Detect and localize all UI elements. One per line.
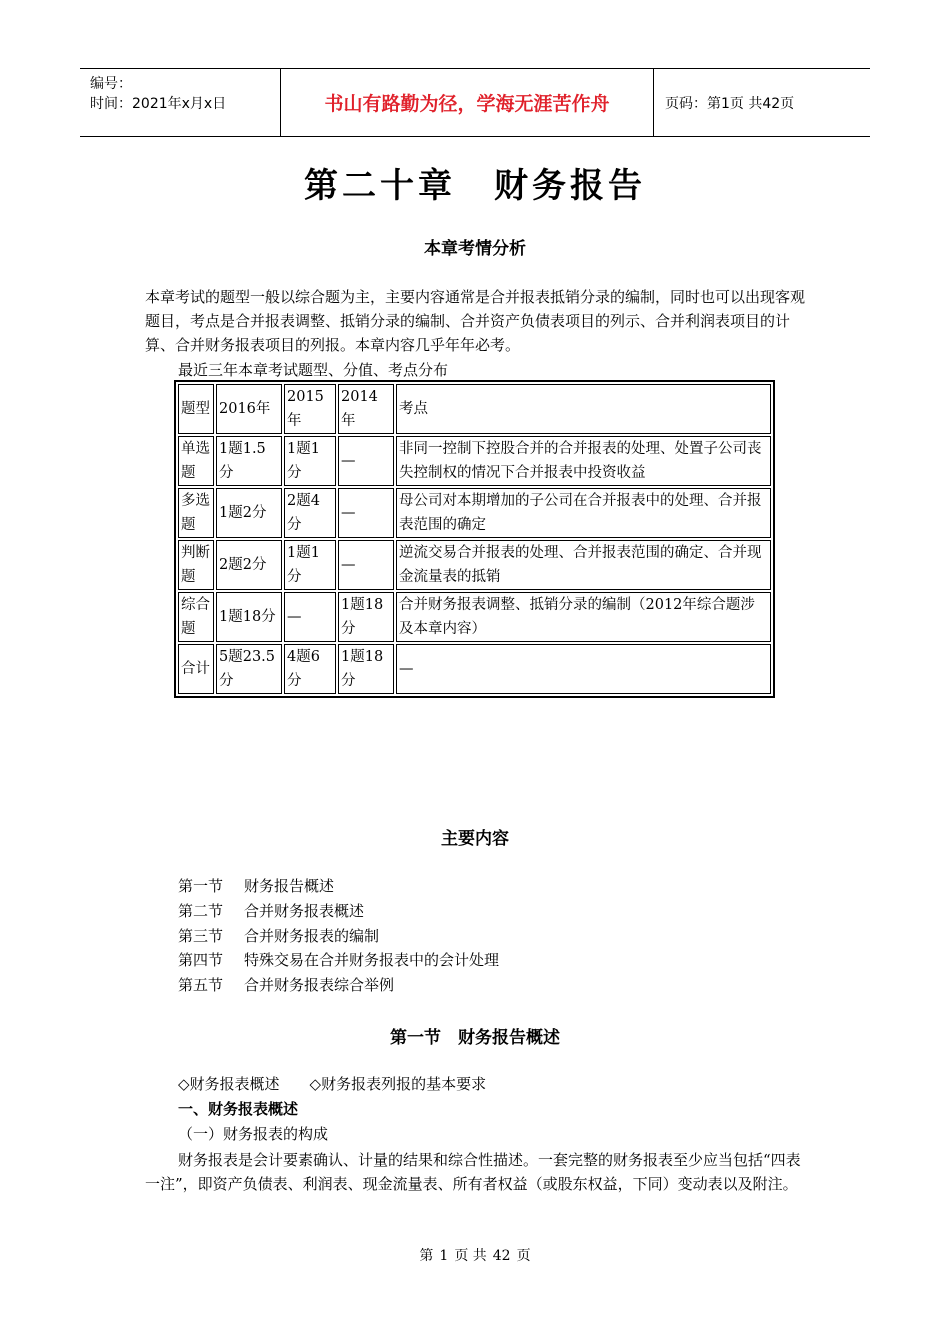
table-cell: 单选题: [178, 436, 214, 486]
table-cell: 判断题: [178, 540, 214, 590]
table-cell: 合并财务报表调整、抵销分录的编制（2012年综合题涉及本章内容）: [396, 592, 771, 642]
toc-item-title: 合并财务报表综合举例: [244, 976, 395, 995]
table-cell: —: [284, 592, 336, 642]
toc-item-title: 合并财务报表概述: [244, 901, 365, 920]
table-header-cell: 2016年: [216, 384, 282, 434]
toc-item[interactable]: [178, 899, 499, 924]
table-row: [178, 644, 771, 694]
table-cell: 2题2分: [216, 540, 282, 590]
table-row: [178, 592, 771, 642]
intro-paragraph: 本章考试的题型一般以综合题为主，主要内容通常是合并报表抵销分录的编制，同时也可以出现客观题目，考点是合并报表调整、抵销分录的编制、合并资产负债表项目的列示、合并利润表项目的计算、合并财务报表项目的列报。本章内容几乎年年必考。: [145, 288, 806, 354]
table-row: [178, 436, 771, 486]
table-row: [178, 488, 771, 538]
footer-suffix: 页: [516, 1248, 531, 1264]
table-cell: 1题1.5分: [216, 436, 282, 486]
toc-item-number: 第一节: [178, 877, 224, 895]
toc-item-number: 第五节: [178, 976, 224, 995]
analysis-heading: 本章考情分析: [424, 239, 526, 259]
header-motto: 书山有路勤为径，学海无涯苦作舟: [281, 69, 654, 136]
table-cell: 1题18分: [216, 592, 282, 642]
section1-heading: 第一节 财务报告概述: [390, 1028, 560, 1048]
toc-item[interactable]: [178, 874, 499, 899]
section1-subheading: 一、财务报表概述: [178, 1100, 299, 1118]
toc-item-number: 第三节: [178, 926, 224, 945]
table-header-cell: 题型: [178, 384, 214, 434]
section1-sub-subheading: （一）财务报表的构成: [178, 1125, 329, 1143]
table-cell: 逆流交易合并报表的处理、合并报表范围的确定、合并现金流量表的抵销: [396, 540, 771, 590]
table-cell: 1题1分: [284, 436, 336, 486]
table-header-row: [178, 384, 771, 434]
toc-item-title: 特殊交易在合并财务报表中的会计处理: [244, 951, 500, 970]
toc-item-title: 财务报告概述: [244, 877, 335, 895]
table-header-cell: 2014年: [338, 384, 394, 434]
table-header-cell: 2015年: [284, 384, 336, 434]
header-meta: [80, 69, 281, 136]
header-page-info: 页码：第1页 共42页: [665, 95, 795, 112]
table-cell: 4题6分: [284, 644, 336, 694]
table-cell: 1题2分: [216, 488, 282, 538]
footer-page-number: 1: [439, 1248, 449, 1264]
table-cell: —: [338, 436, 394, 486]
toc-item-number: 第二节: [178, 901, 224, 920]
toc-item-number: 第四节: [178, 951, 224, 970]
table-cell: —: [338, 540, 394, 590]
table-cell: 5题23.5分: [216, 644, 282, 694]
table-cell: 2题4分: [284, 488, 336, 538]
document-number-label: 编号：: [90, 76, 132, 92]
document-date-label: 时间：2021年x月x日: [90, 96, 227, 112]
page-footer: [0, 1245, 950, 1265]
table-cell: 1题18分: [338, 644, 394, 694]
table-cell: 非同一控制下控股合并的合并报表的处理、处置子公司丧失控制权的情况下合并报表中投资收益: [396, 436, 771, 486]
table-cell: 多选题: [178, 488, 214, 538]
table-header-cell: 考点: [396, 384, 771, 434]
table-caption: 最近三年本章考试题型、分值、考点分布: [178, 361, 449, 379]
section1-body-paragraph: 财务报表是会计要素确认、计量的结果和综合性描述。一套完整的财务报表至少应当包括“四表一注”，即资产负债表、利润表、现金流量表、所有者权益（或股东权益，下同）变动表以及附注。: [145, 1151, 801, 1193]
section1-topic-tags: ◇财务报表概述 ◇财务报表列报的基本要求: [178, 1075, 487, 1093]
toc-item[interactable]: [178, 948, 499, 973]
table-cell: —: [338, 488, 394, 538]
footer-prefix: 第: [419, 1248, 434, 1264]
table-cell: 综合题: [178, 592, 214, 642]
toc-item[interactable]: [178, 973, 499, 998]
table-cell: 1题1分: [284, 540, 336, 590]
page-header: [80, 68, 870, 137]
chapter-title: 第二十章 财务报告: [304, 166, 646, 206]
footer-mid: 页 共: [454, 1248, 487, 1264]
table-of-contents: [178, 874, 499, 998]
footer-total-pages: 42: [492, 1248, 511, 1264]
table-row: [178, 540, 771, 590]
table-cell: 1题18分: [338, 592, 394, 642]
table-cell: 合计: [178, 644, 214, 694]
main-content-heading: 主要内容: [441, 829, 509, 849]
table-cell: —: [396, 644, 771, 694]
exam-stats-table: [174, 380, 775, 698]
toc-item-title: 合并财务报表的编制: [244, 926, 380, 945]
toc-item[interactable]: [178, 924, 499, 949]
table-cell: 母公司对本期增加的子公司在合并报表中的处理、合并报表范围的确定: [396, 488, 771, 538]
